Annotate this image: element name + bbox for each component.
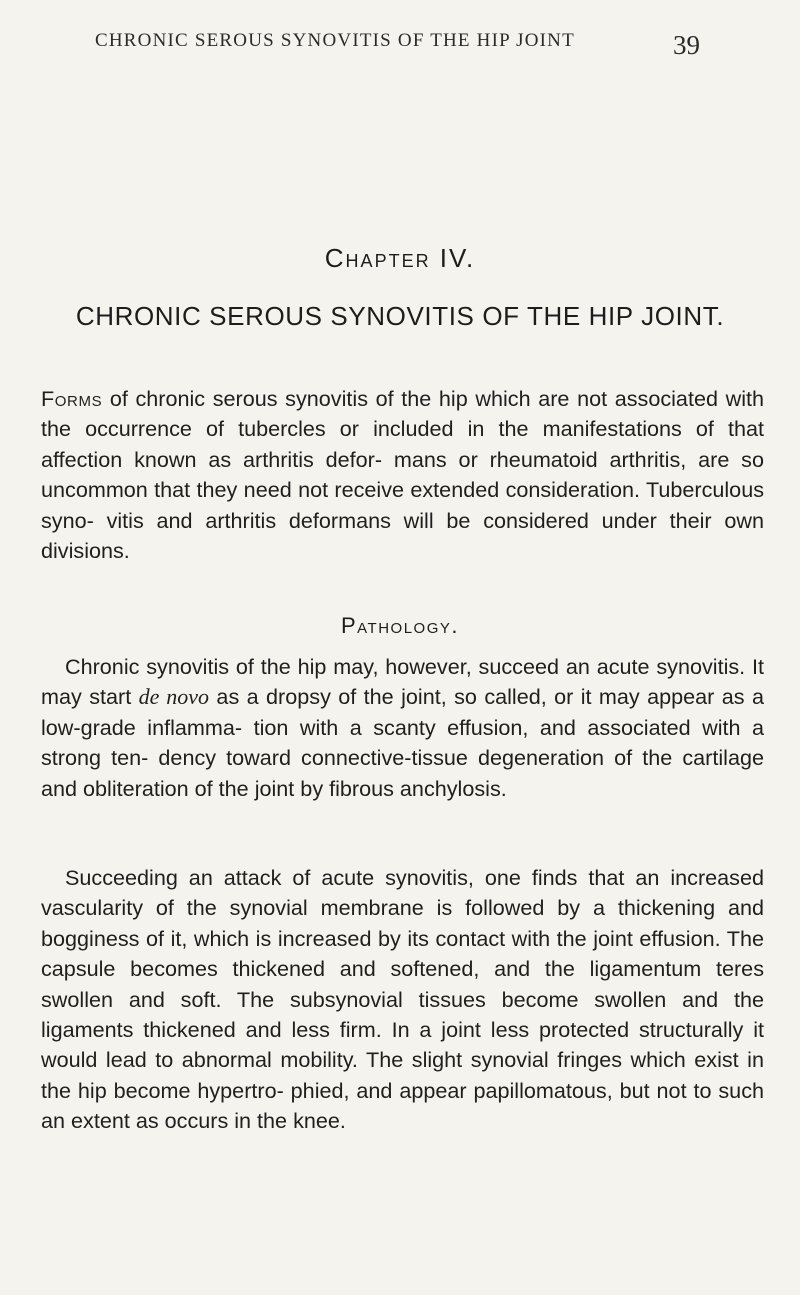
paragraph-lead-word: Forms xyxy=(41,386,103,411)
chapter-heading: Chapter IV. xyxy=(324,243,476,273)
paragraph-text: of chronic serous synovitis of the hip which are not associated with the occurrence of tubercles or included in the manifestations of that affection known as arthritis defor- mans or rheumatoid arthritis, are so uncommon that they need not receive extended consideration. Tuberculous syno- vitis and arthritis deformans will be considered under their own divisions. xyxy=(41,386,764,564)
paragraph-text: Chronic synovitis of the hip may, however, succeed an acute synovitis. It may start xyxy=(41,654,764,710)
section-heading-pathology: Pathology. xyxy=(340,613,460,638)
paragraph-text: as a dropsy of the joint, so called, or it may appear as a low-grade inflamma- tion with a scanty effusion, and associated with a strong ten- dency toward connective-tissue degeneration of the cartilage and obliteration of the joint by fibrous anchylosis. xyxy=(41,684,764,801)
paragraph-forms xyxy=(41,384,764,566)
italic-phrase: de novo xyxy=(138,684,210,710)
paragraph-succeeding: Succeeding an attack of acute synovitis, one finds that an increased vascularity of the synovial membrane is followed by a thickening and bogginess of it, which is increased by its contact with the joint effusion. The capsule becomes thickened and softened, and the ligamentum teres swollen and soft. The subsynovial tissues become swollen and the ligaments thickened and less firm. In a joint less protected structurally it would lead to abnormal mobility. The slight synovial fringes which exist in the hip become hypertro- phied, and appear papillomatous, but not to such an extent as occurs in the knee. xyxy=(41,865,764,1134)
page-number: 39 xyxy=(673,30,700,60)
running-head: CHRONIC SEROUS SYNOVITIS OF THE HIP JOINT xyxy=(95,30,575,51)
chapter-title: CHRONIC SEROUS SYNOVITIS OF THE HIP JOINT. xyxy=(75,301,725,331)
paragraph-pathology-intro xyxy=(41,652,764,804)
